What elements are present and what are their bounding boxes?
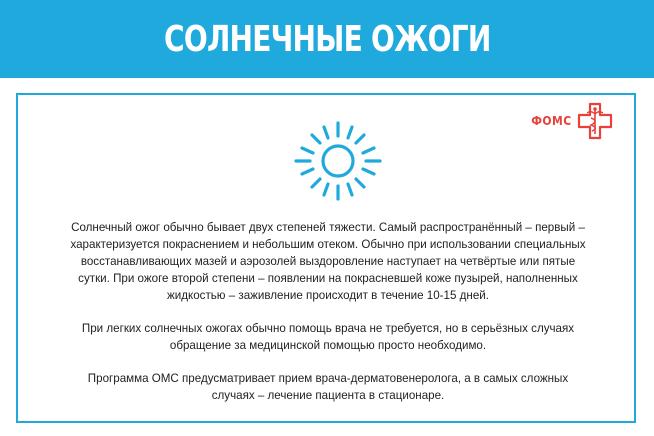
text-line: При легких солнечных ожогах обычно помощь врача не требуется, но в серьёзных случаях bbox=[81, 322, 575, 335]
text-line: сутки. При ожоге второй степени – появлении на покрасневшей коже пузырей, наполненных bbox=[78, 272, 578, 285]
page-title: СОЛНЕЧНЫЕ ОЖОГИ bbox=[163, 18, 491, 60]
text-line: характеризуется покраснением и небольшим отеком. Обычно при использовании специальных bbox=[70, 238, 586, 251]
logo-text: ФОМС bbox=[531, 114, 572, 128]
article-text bbox=[28, 219, 628, 420]
sun-icon bbox=[290, 119, 386, 203]
text-line: Программа ОМС предусматривает прием врача-дерматовенеролога, а в самых сложных bbox=[87, 372, 569, 385]
paragraph-doctor-help bbox=[28, 320, 628, 354]
text-line: жидкостью – заживление происходит в течение 10-15 дней. bbox=[167, 289, 489, 302]
content-card bbox=[16, 93, 636, 423]
text-line: обращение за медицинской помощью просто необходимо. bbox=[169, 339, 487, 352]
medical-cross-caduceus-icon bbox=[576, 101, 614, 141]
paragraph-oms-program bbox=[28, 370, 628, 404]
text-line: случаях – лечение пациента в стационаре. bbox=[211, 389, 445, 402]
header-banner bbox=[0, 0, 654, 78]
paragraph-burn-degrees bbox=[28, 219, 628, 304]
text-line: восстанавливающих мазей и аэрозолей выздоровление наступает на четвёртые или пятые bbox=[80, 255, 576, 268]
text-line: Солнечный ожог обычно бывает двух степеней тяжести. Самый распространённый – первый – bbox=[71, 221, 585, 234]
foms-logo bbox=[529, 101, 614, 141]
